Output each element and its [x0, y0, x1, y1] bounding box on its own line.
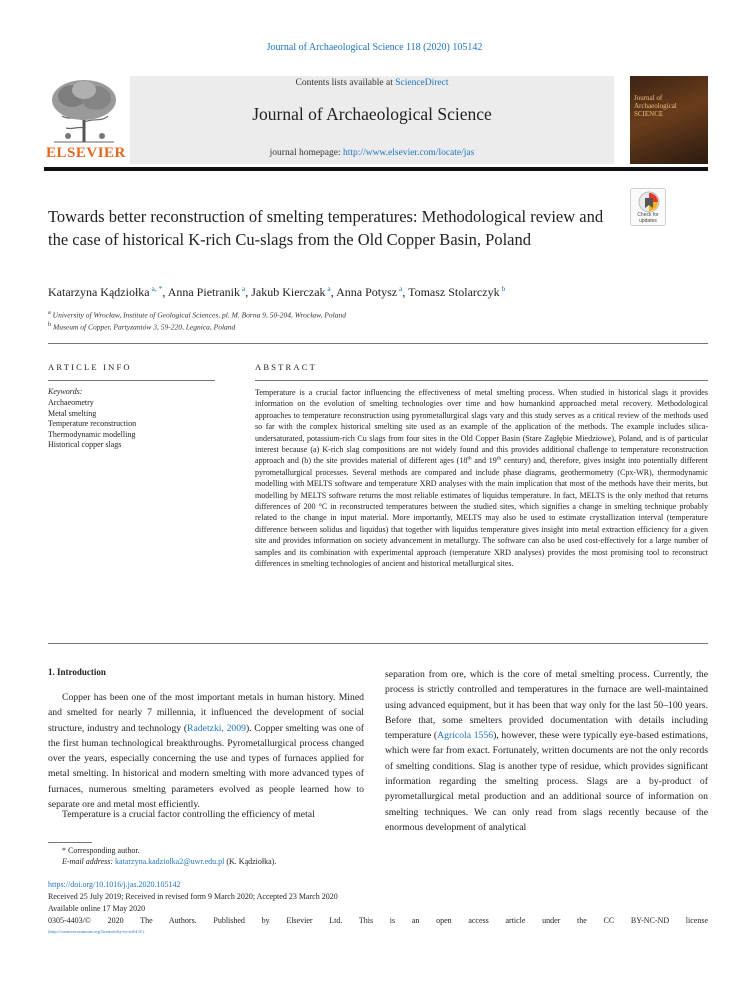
doi-link[interactable]: https://doi.org/10.1016/j.jas.2020.105142: [48, 880, 181, 889]
article-info-heading: ARTICLE INFO: [48, 362, 132, 372]
keywords-list: [48, 398, 218, 451]
homepage-prefix: journal homepage:: [269, 148, 344, 158]
divider: [255, 380, 708, 381]
abstract-heading: ABSTRACT: [255, 362, 317, 372]
elsevier-tree-icon: [44, 76, 124, 146]
affiliation-label: a: [48, 309, 51, 316]
paragraph-text: Copper has been one of the most important metals in human history. Mined and smelted for nearly 7 millennia, it influenced the development of social structure, industry and technology (: [48, 692, 364, 734]
divider: [48, 643, 708, 644]
ordinal-suffix: th: [496, 455, 502, 462]
check-for-updates-badge[interactable]: [630, 188, 666, 226]
keyword-item: Archaeometry: [48, 398, 94, 407]
intro-paragraph: [48, 690, 364, 812]
abstract-text: [255, 387, 708, 570]
paragraph-text: ), however, these were typically eye-based estimations, which were far from exact. Fortunately, written documents are not the only records of smelting conditions. Slag is another type of residue, which provides significant information regarding the smelting process. Slags are a by-product of pyrometallurgical metal production and an additional source of information on smelting techniques. We can only read from slags recently because of the enormous development of analytical: [385, 730, 709, 833]
contents-prefix: Contents lists available at: [295, 78, 396, 88]
abstract-part: Temperature is a crucial factor influencing the effectiveness of metal smelting process. When studied in historical slags it provides information on the evolution of smelting technologies over time and how humankind approached metal recovery. Methodological approaches to temperature reconstruction using pyrometallurgical slags vary and this study serves as a critical review of the methods used so far with the complex historical smelting site used as an example of the application of the methods. The example includes silica-undersaturated, potassium-rich Cu slags from four sites in the Old Copper Basin (Stare Zagłębie Miedziowe), Poland, and is of particular interest because (a) K-rich slag compositions are not widely found and this provides additional challenge to temperature reconstruction approach and (b) the site provides material of different ages (18: [255, 388, 708, 466]
divider: [48, 343, 708, 344]
reference-link[interactable]: Radetzki, 2009: [187, 722, 246, 734]
footnote-divider: [48, 842, 92, 843]
affiliation-text: University of Wrocław, Institute of Geological Sciences, pl. M. Borna 9, 50-204, Wrocław, Poland: [52, 310, 346, 320]
journal-name: Journal of Archaeological Science: [252, 104, 492, 124]
author-affiliation-marker[interactable]: a: [398, 284, 403, 293]
author-name[interactable]: Tomasz Stolarczyk: [408, 285, 500, 299]
abstract-part: and 19: [471, 456, 497, 466]
keyword-item: Historical copper slags: [48, 440, 122, 449]
abstract-part: century) and, therefore, gives insight into potentially different pyrometallurgical processes. Several methods are compared and include phase diagrams, geothermometry (Cpx-WR), thermodynamic modelling with MELTS software and temperature XRD analyses with the main implication that most of the methods have their merits, but modelling by MELTS software returns the most reliable estimates of liquidus temperature. In fact, MELTS is the only method that returns differences of 200 °C in reconstructed temperatures between the studied sites, which signifies a change in smelting technique probably related to the change in input material. More importantly, MELTS may also be used to estimate crystallization interval (temperature difference between solidus and liquidus) that together with liquidus temperature gives insight into metal extraction efficiency for a given site and provides information on society advancement in metallurgy. The software can also be used cost-effectively for a large number of samples and its combination with experimental approach (temperature XRD analyses) provides the most promising tool to reconstruct differences in smelting technologies of ancient and historical metallurgical sites.: [255, 456, 708, 569]
author-name[interactable]: Jakub Kierczak: [251, 285, 326, 299]
email-label: E-mail address:: [62, 857, 116, 866]
journal-homepage-link[interactable]: http://www.elsevier.com/locate/jas: [343, 148, 475, 158]
affiliation: [48, 321, 708, 332]
article-title: Towards better reconstruction of smelting temperatures: Methodological review and the case of historical K-rich Cu-slags from the Old Copper Basin, Poland: [48, 207, 604, 249]
keyword-item: Metal smelting: [48, 408, 97, 418]
keyword-item: Temperature reconstruction: [48, 419, 137, 428]
intro-paragraph: Temperature is a crucial factor controlling the efficiency of metal: [62, 809, 315, 820]
keywords-title: Keywords:: [48, 387, 83, 396]
keyword-item: Thermodynamic modelling: [48, 429, 136, 439]
cover-title: Journal of Archaeological SCIENCE: [634, 94, 677, 118]
journal-cover-thumbnail[interactable]: [630, 76, 708, 164]
received-dates: Received 25 July 2019; Received in revised form 9 March 2020; Accepted 23 March 2020: [48, 892, 338, 901]
available-online-date: Available online 17 May 2020: [48, 904, 146, 913]
paragraph-text: separation from ore, which is the core of metal smelting process. Currently, the process is strictly controlled and temperatures in the furnace are well-maintained using advanced equipment, but it has been that way only for the last 50–100 years. Before that, some smelters provided documentation with details including temperature (: [385, 669, 708, 742]
author-affiliation-marker[interactable]: a: [241, 284, 246, 293]
divider: [48, 380, 215, 381]
author-affiliation-marker[interactable]: b: [501, 284, 506, 293]
affiliation-label: b: [48, 321, 52, 328]
author-list: Katarzyna Kądziołka $^{a, *}$, Anna Pietranik $^a$, Jakub Kierczak $^a$, Anna Potysz $^a$, Tomasz Stolarczyk $^b$: [48, 284, 506, 299]
author-affiliation-marker[interactable]: a, *: [151, 284, 163, 293]
license-statement: 0305-4403/© 2020 The Authors. Published by Elsevier Ltd. This is an open access article under the CC BY-NC-ND license: [48, 916, 708, 925]
section-heading-introduction: 1. Introduction: [48, 667, 106, 677]
check-for-updates-label: Check for updates: [637, 212, 659, 224]
affiliation-text: Museum of Copper, Partyzantów 3, 59-220, Legnica, Poland: [53, 322, 236, 332]
sciencedirect-link[interactable]: ScienceDirect: [395, 78, 449, 88]
intro-paragraph: [385, 667, 708, 835]
author-affiliation-marker[interactable]: a: [327, 284, 331, 293]
paragraph-text: ). Copper smelting was one of the first human technological breakthroughs. Pyrometallurgical process changed over the years, especially concerning the use and types of furnaces applied for metal smelting. In historical and modern smelting with more advanced types of furnaces, numerous smelting parameters evolved as people learned how to separate ore and metal most efficiently.: [48, 722, 365, 811]
affiliation: [48, 309, 708, 320]
author-name[interactable]: Anna Potysz: [336, 285, 398, 299]
email-link[interactable]: katarzyna.kadziolka2@uwr.edu.pl: [115, 857, 225, 866]
journal-citation-link[interactable]: Journal of Archaeological Science 118 (2020) 105142: [266, 42, 483, 53]
license-link[interactable]: (http://creativecommons.org/licenses/by-nc-nd/4.0/).: [48, 929, 145, 934]
contents-available-line: [130, 78, 614, 88]
elsevier-logo: [44, 76, 124, 164]
author-name[interactable]: Katarzyna Kądziołka: [48, 285, 150, 299]
header-rule: [44, 167, 708, 171]
elsevier-wordmark: ELSEVIER: [46, 145, 126, 161]
author-name[interactable]: Anna Pietranik: [167, 285, 241, 299]
email-note: [62, 857, 276, 866]
journal-homepage-line: [130, 148, 614, 158]
corresponding-author-note: * Corresponding author.: [62, 846, 140, 855]
reference-link[interactable]: Agricola 1556: [437, 730, 494, 742]
ordinal-suffix: th: [467, 455, 472, 462]
email-owner: (K. Kądziołka).: [224, 857, 277, 866]
